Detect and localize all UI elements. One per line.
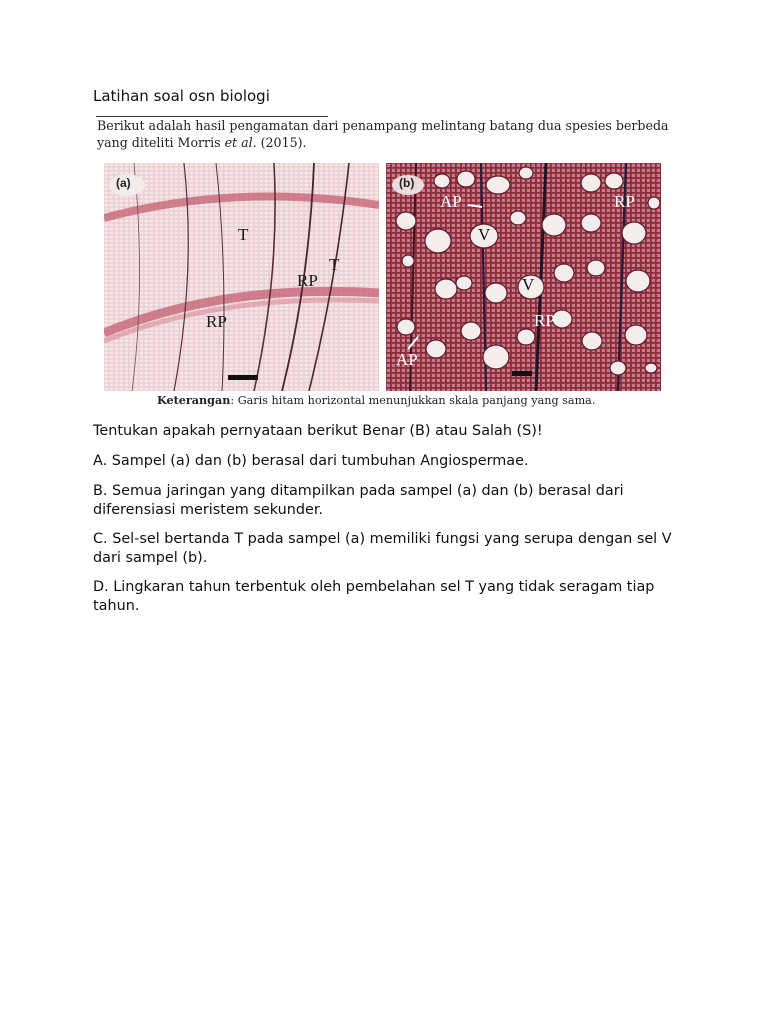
document-title: Latihan soal osn biologi	[93, 87, 270, 105]
intro-text-part2: (2015).	[256, 135, 307, 150]
panel-a-label-rp2: RP	[206, 312, 227, 331]
figure-caption	[157, 393, 595, 407]
panel-b-label-rp2: RP	[534, 311, 555, 330]
panel-b-label-v2: V	[522, 275, 535, 294]
panel-b-label-v1: V	[478, 225, 491, 244]
caption-rest: : Garis hitam horizontal menunjukkan skala panjang yang sama.	[230, 394, 596, 407]
intro-text-part1: Berikut adalah hasil pengamatan dari penampang melintang batang dua spesies berbeda yang diteliti Morris	[97, 118, 669, 150]
panel-a-tag: (a)	[116, 176, 131, 190]
micrograph-panel-a	[104, 163, 379, 391]
statement-a: A. Sampel (a) dan (b) berasal dari tumbuhan Angiospermae.	[93, 453, 529, 469]
question-instruction: Tentukan apakah pernyataan berikut Benar (B) atau Salah (S)!	[93, 423, 543, 439]
panel-b-label-rp1: RP	[614, 192, 635, 211]
panel-b-tag: (b)	[399, 176, 415, 190]
panel-b-label-ap2: AP	[396, 350, 418, 369]
figure-intro-text	[97, 117, 677, 151]
panel-b-label-ap1: AP	[440, 192, 462, 211]
caption-bold: Keterangan	[157, 393, 231, 407]
statement-c: C. Sel-sel bertanda T pada sampel (a) memiliki fungsi yang serupa dengan sel V dari sampel (b).	[93, 531, 672, 566]
panel-a-label-t1: T	[238, 225, 249, 244]
statement-d: D. Lingkaran tahun terbentuk oleh pembelahan sel T yang tidak seragam tiap tahun.	[93, 579, 655, 614]
intro-text-italic: et al.	[224, 135, 257, 150]
panel-a-label-t2: T	[329, 255, 340, 274]
statement-b: B. Semua jaringan yang ditampilkan pada sampel (a) dan (b) berasal dari diferensiasi meristem sekunder.	[93, 483, 624, 518]
panel-a-label-rp1: RP	[297, 271, 318, 290]
